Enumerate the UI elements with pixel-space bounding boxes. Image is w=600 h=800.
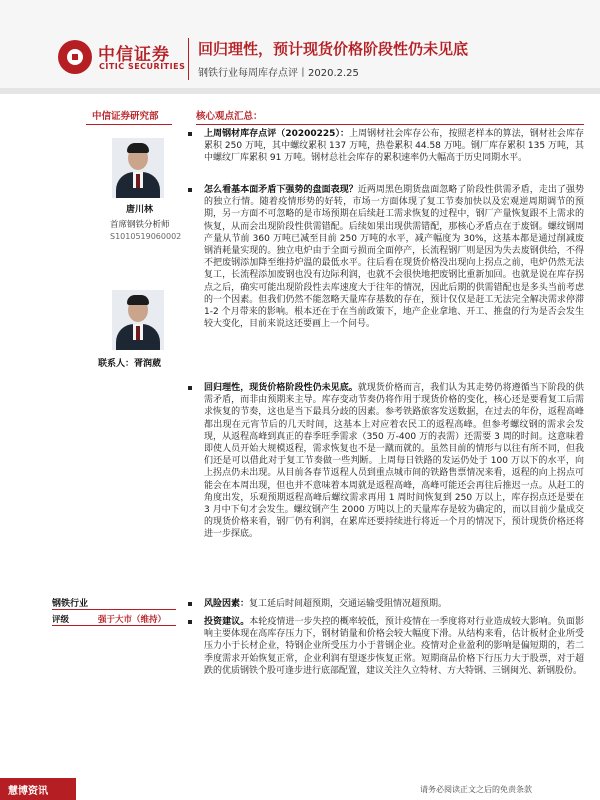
header-divider [188,38,189,80]
rating-sector: 钢铁行业 [52,599,89,609]
bullet-icon [188,620,192,624]
paragraph-text: 复工延后时间超预期，交通运输受阻情况超预期。 [249,599,448,609]
paragraph-lead: 回归理性，现货价格阶段性仍未见底。 [204,383,358,393]
paragraph-market-view [188,184,584,330]
contact-photo [112,290,164,350]
footer-disclaimer: 请务必阅读正文之后的免责条款 [420,785,532,794]
analyst-title: 首席钢铁分析师 [110,220,170,230]
paragraph-lead: 怎么看基本面矛盾下强势的盘面表现？ [204,185,358,195]
rating-rule [52,609,176,610]
paragraph-lead: 上周钢材库存点评（20200225）： [204,129,350,139]
bullet-icon [188,602,192,606]
analyst-photo [112,138,164,198]
contact-name: 联系人：胥润葳 [98,359,162,369]
bullet-icon [188,132,192,136]
bullet-icon [188,188,192,192]
paragraph-text: 就现货价格而言，我们认为其走势仍将遵循当下阶段的供需矛盾，而非由预期来主导。库存变动节奏仍将作用于现货价格的变化，核心还是要看复工后需求恢复的节奏，这也是当下最具分歧的因素。参考铁路旅客发送数据，在过去的年份，返程高峰都出现在元宵节后的几天时间，这基本上对应着农民工的返程高峰。但参考螺纹钢的需求会发现，从返程高峰到真正的春季旺季需求（350 万-400 万的表需）还需要 3 周的时间。这意味着即使人员开始大规模返程，需求恢复也不是一蹴而就的。虽然目前的情形与以往有所不同，但我们还是可以借此对于复工节奏做一些判断。上周每日铁路的发运仍处于 100 万以下的水平，向上拐点仍未出现。从目前各春节返程人员到重点城市间的铁路售票情况来看，返程的向上拐点可能会在本周出现，但也并不意味着本周就是返程高峰，高峰可能还会再往后推迟一点。从赶工的角度出发，乐观预期返程高峰后螺纹需求再用 1 周时间恢复到 250 万以上，库存拐点还是要在 3 月中下旬才会发生。螺纹钢产生 2000 万吨以上的天量库存是较为确定的，而以目前少量成交的现货价格来看，钢厂仍有利润，在累库还要持续进行将近一个月的情况下，预计现货价格还将进一步探底。 [204,383,584,540]
report-title: 回归理性，预计现货价格阶段性仍未见底 [198,40,469,58]
analyst-name: 唐川林 [126,205,154,215]
footer-source-tag [0,778,76,800]
paragraph-lead: 风险因素： [204,599,250,609]
paragraph-text: 本轮疫情进一步失控的概率较低，预计疫情在一季度将对行业造成较大影响。负面影响主要体现在高库存压力下，钢材销量和价格会较大幅度下滑。从结构来看，估计板材企业所受压力小于长材企业，特钢企业所受压力小于普钢企业。疫情对企业盈利的影响是偏短期的，若二季度需求开始恢复正常，企业利润有望逐步恢复正常。短期商品价格下行压力大于股票，对于超跌的优质钢铁个股可逢步进行底部配置，建议关注久立特材、方大特钢、三钢闽光、新钢股份。 [204,617,584,676]
header-band [0,88,600,94]
paragraph-investment-advice [188,616,584,677]
paragraph-inventory-review [188,128,584,165]
report-header [0,0,600,88]
paragraph-text: 近两周黑色期货盘面忽略了阶段性供需矛盾，走出了强势的独立行情。随着疫情形势的好转，市场一方面体现了复工节奏加快以及宏观逆周期调节的预期，另一方面不可忽略的是市场预期在后续赶工需求恢复的过程中，钢厂产量恢复跟不上需求的恢复，从而会出现阶段性供需错配。后续如果出现供需错配，那核心矛盾点在于废钢。螺纹钢周产量从节前 360 万吨已减至目前 250 万吨的水平，减产幅度为 30%，这基本都是通过削减废钢消耗量实现的。独立电炉由于全面亏损而全面停产，长流程钢厂则是因为失去废钢供给，不得不把废钢添加降至维持炉温的最低水平。往后看在现货价格没出现向上拐点之前，电炉仍然无法复工，长流程添加废钢也没有边际利润，也就不会很快地把废钢比重新加回。也就是说在库存拐点之后，确实可能出现阶段性去库速度大于往年的情况，因此后期的供需错配也是多头当前考虑的一个因素。但我们仍然不能忽略天量库存基数的存在，预计仅仅是赶工无法完全解决需求停滞 1-2 个月带来的影响。根本还在于在当前政策下，地产企业拿地、开工、推盘的行为是否会发生较大变化，目前来说这还要画上一个问号。 [204,185,584,330]
institute-name: 中信证券研究部 [92,111,159,122]
summary-rule [196,124,584,125]
brand-name-cn: 中信证券 [98,45,170,65]
report-subtitle: 钢铁行业每周库存点评丨2020.2.25 [198,68,359,79]
bullet-icon [188,386,192,390]
summary-heading: 核心观点汇总： [196,111,263,122]
analyst-id: S1010519060002 [110,232,182,241]
rating-rule-bottom [52,625,176,626]
citic-logo-icon [58,40,92,74]
footer-source-label: 慧博资讯 [8,786,48,797]
rating-value: 强于大市（维持） [98,615,167,625]
rating-label: 评级 [52,615,70,625]
paragraph-price-outlook [188,382,584,541]
sidebar-rule [86,124,172,125]
paragraph-text: 上周钢材社会库存公布，按照老样本的算法，钢材社会库存累积 250 万吨，其中螺纹累积 137 万吨，热卷累积 44.58 万吨。钢厂库存累积 135 万吨，其中螺纹厂库累积 91 万吨。钢材总社会库存的累积速率仍大幅高于历史同期水平。 [204,129,584,164]
paragraph-risk-factors [188,598,584,610]
paragraph-lead: 投资建议。 [204,617,250,627]
brand-name-en: CITIC SECURITIES [99,62,186,71]
